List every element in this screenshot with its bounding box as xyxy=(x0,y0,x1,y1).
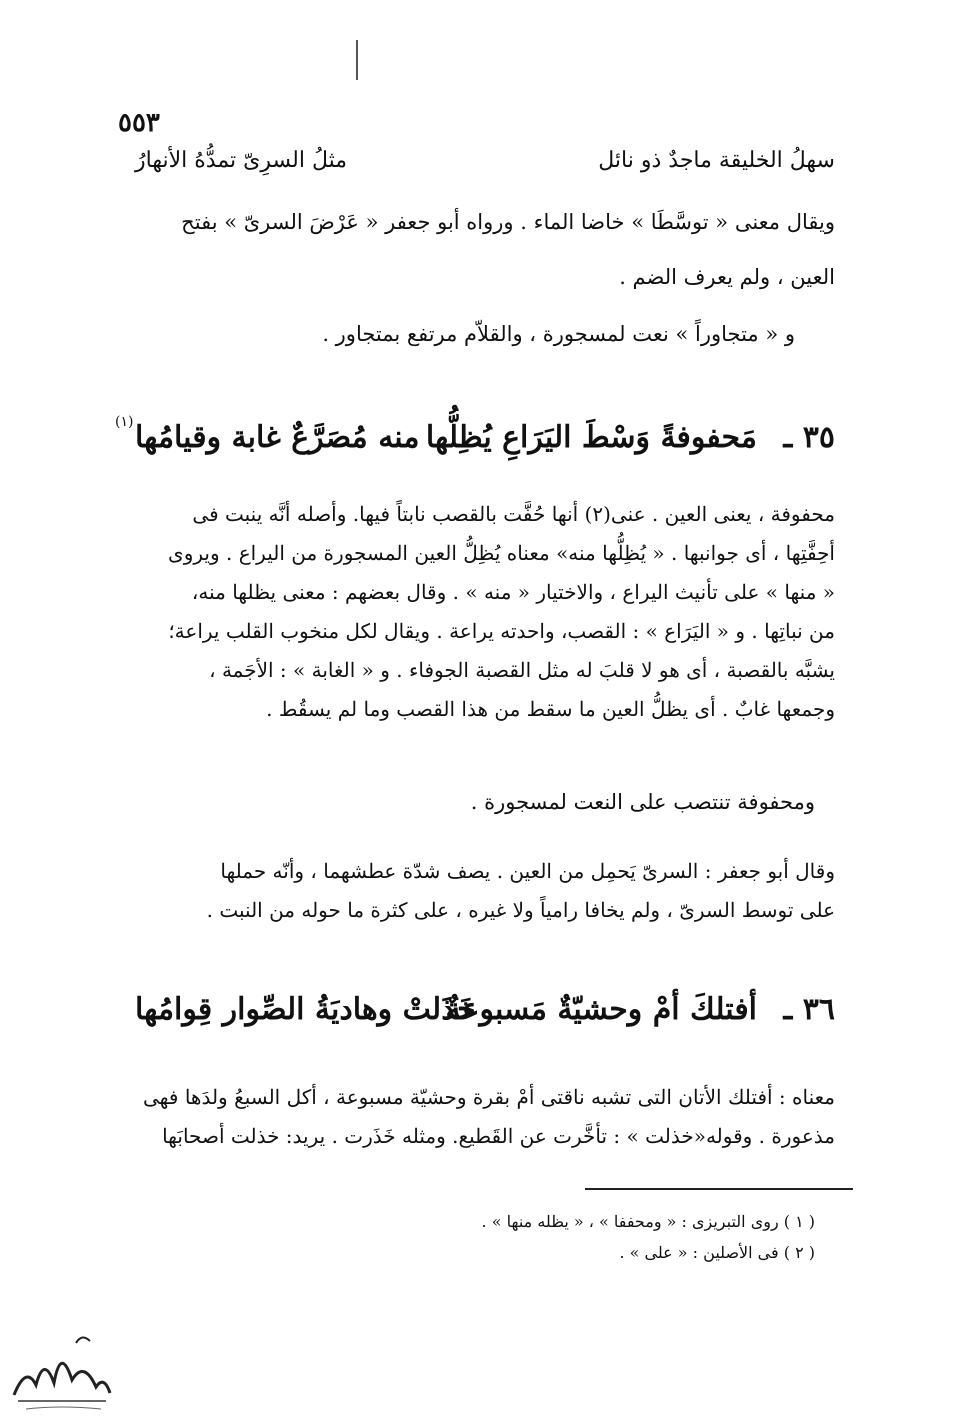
commentary-36 xyxy=(105,1078,835,1156)
commentary-35-line: أحِفَّتِها ، أى جوانبها . « يُظِلُّها منه» معناه يُظِلُّ العين المسجورة من اليراع . ويروى xyxy=(168,541,835,565)
intro-verse-hemistich-2: مثلُ السرِىّ تمدُّهُ الأنهارُ xyxy=(135,148,348,173)
verse-36 xyxy=(115,992,835,1052)
verse-35-footnote-ref: (١) xyxy=(115,414,134,430)
commentary-36-line: مذعورة . وقوله«خذلت » : تأخَّرت عن القَطيع. ومثله خَذَرت . يريد: خذلت أصحابَها xyxy=(162,1124,835,1148)
verse-36-number: ٣٦ ـ xyxy=(783,992,835,1027)
commentary-35-line: « منها » على تأنيث اليراع ، والاختيار « منه » . وقال بعضهم : معنى يظلها منه، xyxy=(191,580,835,604)
commentary-35-c-line: وقال أبو جعفر : السرىّ يَحمِل من العين . يصف شدّة عطشهما ، وأنّه حملها xyxy=(220,859,835,883)
commentary-35-c xyxy=(105,852,835,930)
intro-line-2: العين ، ولم يعرف الضم . xyxy=(619,265,835,289)
intro-line-1: ويقال معنى « توسَّطَا » خاضا الماء . ورواه أبو جعفر « عَرْضَ السرىّ » بفتح xyxy=(181,210,835,234)
commentary-36-line: معناه : أفتلك الأتان التى تشبه ناقتى أمْ بقرة وحشيّة مسبوعة ، أكل السبعُ ولدَها فهى xyxy=(143,1085,835,1109)
library-stamp-logo xyxy=(6,1325,116,1415)
commentary-35-line: محفوفة ، يعنى العين . عنى(٢) أنها حُفَّت بالقصب نابتاً فيها. وأصله أنَّه ينبت فى xyxy=(192,502,835,526)
page-number: ٥٥٣ xyxy=(118,108,160,138)
stamp-small-script xyxy=(26,1407,101,1409)
commentary-35-line: وجمعها غابٌ . أى يظلُّ العين ما سقط من هذا القصب وما لم يسقُط . xyxy=(266,697,835,721)
verse-36-hemistich-2: خَذَلتْ وهاديَةُ الصِّوار قِوامُها xyxy=(135,992,476,1027)
verse-35-number: ٣٥ ـ xyxy=(783,420,835,455)
binding-mark xyxy=(356,40,358,80)
stamp-flourish xyxy=(76,1337,90,1343)
commentary-35-c-line: على توسط السرىّ ، ولم يخافا رامياً ولا غيره ، على كثرة ما حوله من النبت . xyxy=(206,898,835,922)
footnote-2: ( ٢ ) فى الأصلين : « على » . xyxy=(619,1243,815,1262)
commentary-35 xyxy=(105,495,835,729)
verse-35-hemistich-1: مَحفوفةً وَسْطَ اليَرَاعِ يُظِلُّها xyxy=(425,420,757,455)
commentary-35-line: يشبَّه بالقصبة ، أى هو لا قلبَ له مثل القصبة الجوفاء . و « الغابة » : الأجَمة ، xyxy=(209,658,835,682)
intro-verse xyxy=(135,148,835,192)
intro-line-3: و « متجاوراً » نعت لمسجورة ، والقلاّم مرتفع بمتجاور . xyxy=(322,322,795,346)
footnote-1: ( ١ ) روى التبريزى : « ومحففا » ، « يظله منها » . xyxy=(481,1212,815,1231)
verse-35 xyxy=(115,414,835,480)
footnote-divider xyxy=(585,1188,853,1190)
verse-35-hemistich-2: منه مُصَرَّعٌ غابة وقيامُها xyxy=(135,420,420,455)
intro-verse-hemistich-1: سهلُ الخليقة ماجدٌ ذو نائل xyxy=(598,148,835,173)
stamp-calligraphy-stroke xyxy=(14,1363,110,1395)
verse-36-hemistich-1: أفتلكَ أمْ وحشيّةٌ مَسبوعةٌ xyxy=(445,992,757,1027)
commentary-35-b: ومحفوفة تنتصب على النعت لمسجورة . xyxy=(470,790,815,814)
commentary-35-line: من نباتِها . و « اليَرَاع » : القصب، واحدته يراعة . ويقال لكل منخوب القلب يراعة؛ xyxy=(168,619,835,643)
